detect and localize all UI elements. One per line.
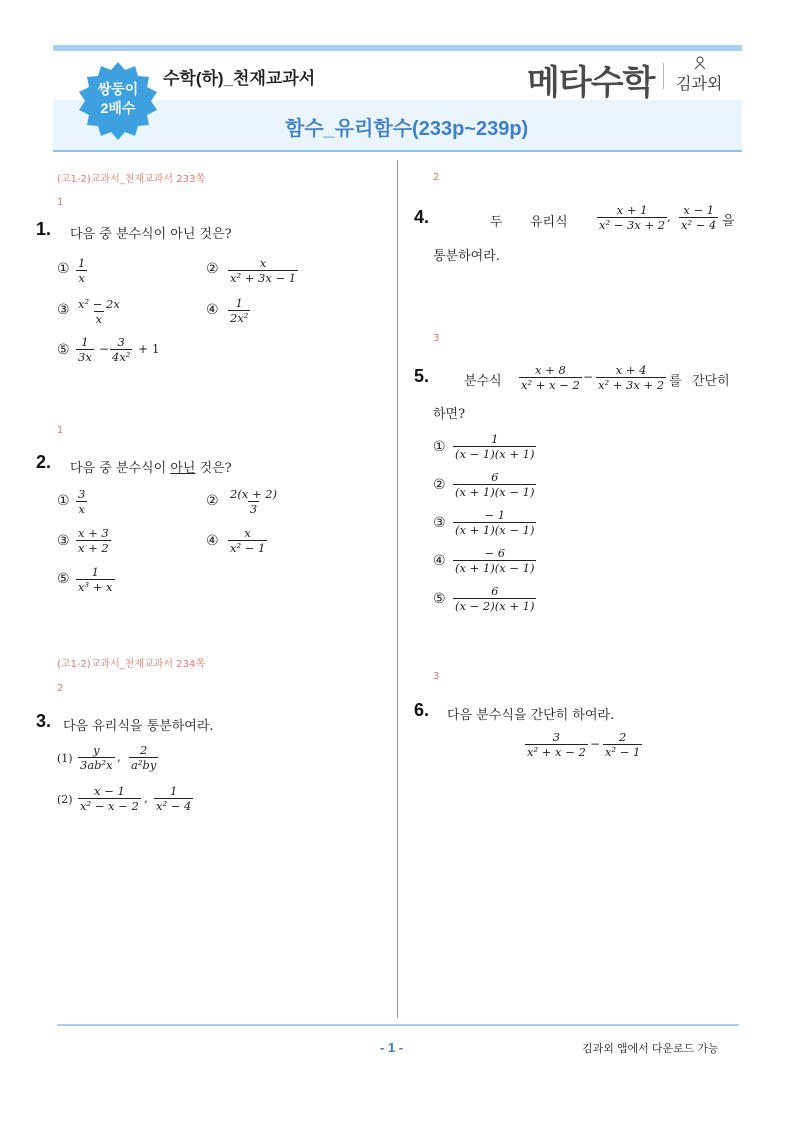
math-expression: $\frac{1}{\text{x² − 4}}$ [156, 784, 192, 813]
question-word: 분수식 [464, 374, 502, 389]
level-label: 1 [57, 197, 64, 208]
logo-divider [663, 63, 664, 89]
math-expression: $\frac{\text{x² − 2x}}{x}$ [78, 297, 120, 326]
choice-marker: ① [57, 261, 70, 277]
question-word: 를 [669, 374, 682, 389]
math-expression: $\frac{1}{(x - 1)(x + 1)}$ [455, 432, 535, 461]
math-expression: $\frac{3}{\text{4x²}}$ [112, 335, 131, 364]
choice-marker: ⑤ [57, 342, 70, 358]
unit-title: 함수_유리함수(233p~239p) [285, 118, 529, 140]
level-label: 2 [433, 172, 440, 183]
math-expression: $\frac{x}{\text{x² + 3x − 1}}$ [230, 256, 297, 285]
column-divider [397, 160, 398, 1018]
math-expression: $\frac{1}{3x}$ [78, 335, 92, 364]
math-comma: , [117, 750, 121, 764]
math-expression: $\frac{6}{(x - 2)(x + 1)}$ [455, 584, 535, 613]
brand-sub-logo: 김과외 [676, 76, 723, 93]
choice-marker: ③ [433, 515, 446, 531]
math-operator: − [99, 342, 110, 356]
math-operator: − [590, 737, 601, 751]
question-number: 1. [36, 219, 52, 239]
level-label: 3 [433, 671, 440, 682]
math-expression: $\frac{2(x + 2)}{3}$ [230, 487, 278, 516]
question-text: 다음 중 분수식이 아닌 것은? [70, 227, 232, 242]
page-number: - 1 - [380, 1040, 404, 1055]
choice-marker: ⑤ [57, 571, 70, 587]
math-expression: $\frac{3}{\text{x² + x − 2}}$ [527, 730, 586, 759]
choice-marker: ⑤ [433, 591, 446, 607]
question-number: 6. [414, 700, 430, 720]
math-operator: + 1 [138, 342, 160, 356]
math-expression: $\frac{1}{x}$ [78, 256, 86, 285]
math-expression: $\frac{- 6}{(x + 1)(x - 1)}$ [455, 546, 535, 575]
question-number: 3. [36, 711, 52, 731]
choice-marker: ① [433, 439, 446, 455]
math-expression: $\frac{2}{\text{x² − 1}}$ [605, 730, 641, 759]
brand-logo: 메타수학 [527, 64, 655, 102]
math-expression: $\frac{x}{\text{x² − 1}}$ [230, 526, 266, 555]
math-operator: − [583, 370, 594, 384]
math-comma: , [144, 791, 148, 805]
person-icon [693, 56, 707, 70]
math-expression: $\frac{2}{\text{a²by}}$ [131, 743, 157, 772]
choice-marker: ④ [433, 553, 446, 569]
question-number: 5. [414, 366, 430, 386]
level-label: 2 [57, 683, 64, 694]
question-text: 다음 중 분수식이 아닌 것은? [70, 461, 232, 476]
question-text: 다음 분수식을 간단히 하여라. [447, 708, 615, 723]
footer-rule [57, 1024, 739, 1026]
math-expression: $\frac{x - 1}{\text{x² − 4}}$ [681, 203, 717, 232]
math-expression: $\frac{x + 4}{\text{x² + 3x + 2}}$ [598, 363, 665, 392]
math-expression: $\frac{1}{\text{x³ + x}}$ [78, 565, 113, 594]
level-label: 3 [433, 333, 440, 344]
choice-marker: ④ [206, 302, 219, 318]
book-title: 수학(하)_천재교과서 [163, 69, 316, 88]
question-word: 두 [490, 215, 503, 230]
choice-marker: ④ [206, 533, 219, 549]
question-text: 하면? [433, 407, 466, 422]
choice-marker: ③ [57, 533, 70, 549]
choice-marker: ② [206, 261, 219, 277]
level-label: 1 [57, 425, 64, 436]
math-expression: $\frac{- 1}{(x + 1)(x - 1)}$ [455, 508, 535, 537]
footer-note: 김과외 앱에서 다운로드 가능 [582, 1043, 719, 1055]
sub-question-label: (1) [57, 752, 73, 765]
math-expression: $\frac{x + 3}{x + 2}$ [78, 526, 109, 555]
question-word: 간단히 [692, 374, 730, 389]
choice-marker: ③ [57, 302, 70, 318]
math-comma: , [667, 210, 671, 224]
choice-marker: ② [206, 493, 219, 509]
question-word: 유리식 [530, 215, 568, 230]
choice-marker: ② [433, 477, 446, 493]
math-expression: $\frac{y}{\text{3ab²x}}$ [80, 743, 113, 772]
math-expression: $\frac{x + 8}{\text{x² + x − 2}}$ [521, 363, 580, 392]
question-text: 통분하여라. [433, 249, 500, 264]
header-top-bar [53, 45, 742, 51]
math-expression: $\frac{3}{x}$ [78, 487, 86, 516]
question-number: 2. [36, 452, 52, 472]
badge-label: 쌍둥이 2배수 [97, 81, 139, 116]
math-expression: $\frac{6}{(x + 1)(x - 1)}$ [455, 470, 535, 499]
source-label: (고1-2)교과서_천재교과서 234쪽 [57, 659, 206, 670]
math-expression: $\frac{x - 1}{\text{x² − x − 2}}$ [80, 784, 139, 813]
math-expression: $\frac{1}{\text{2x²}}$ [230, 296, 249, 325]
question-text: 다음 유리식을 통분하여라. [63, 719, 214, 734]
question-number: 4. [414, 207, 430, 227]
choice-marker: ① [57, 493, 70, 509]
math-expression: $\frac{x + 1}{\text{x² − 3x + 2}}$ [599, 203, 666, 232]
sub-question-label: (2) [57, 793, 73, 806]
source-label: (고1-2)교과서_천재교과서 233쪽 [57, 174, 206, 185]
question-word: 을 [722, 214, 735, 229]
